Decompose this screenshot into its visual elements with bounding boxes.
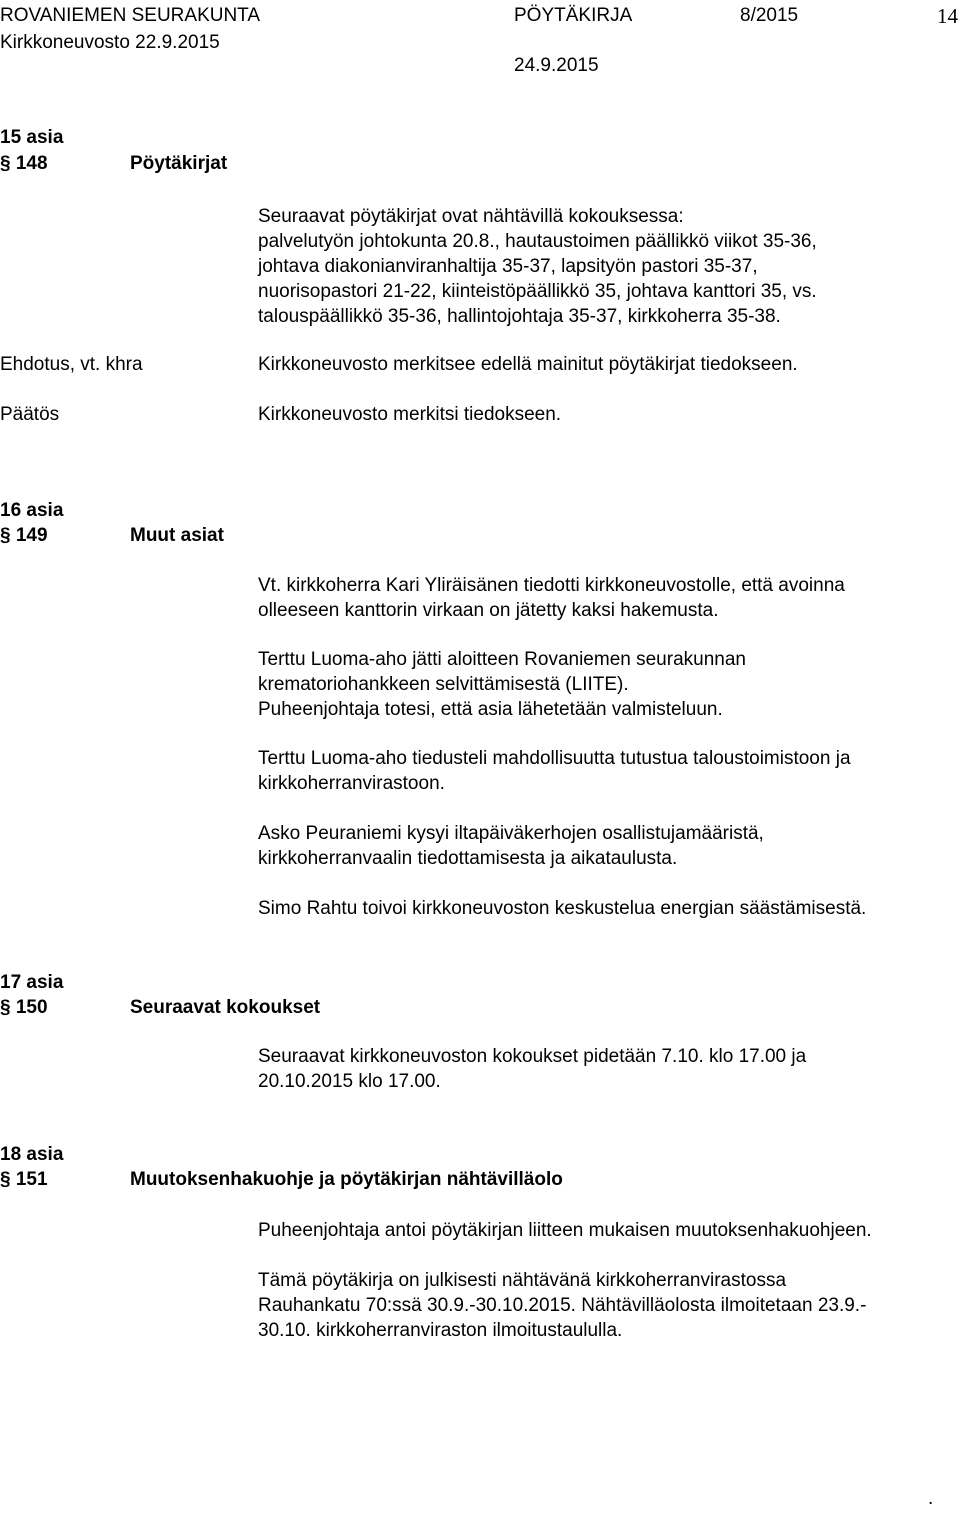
section-151-paragraph	[258, 1218, 872, 1243]
header-doc-type: PÖYTÄKIRJA	[514, 5, 633, 26]
section-150-title: Seuraavat kokoukset	[130, 997, 321, 1018]
section-149-title: Muut asiat	[130, 525, 224, 546]
paragraph-line: kirkkoherranvaalin tiedottamisesta ja aikataulusta.	[258, 848, 678, 869]
header-doc-number: 8/2015	[740, 5, 799, 26]
paragraph-line: krematoriohankkeen selvittämisestä (LIITE).	[258, 674, 629, 695]
paragraph-line: 20.10.2015 klo 17.00.	[258, 1071, 441, 1092]
section-151-number: § 151	[0, 1169, 48, 1190]
section-148-title: Pöytäkirjat	[130, 153, 228, 174]
paragraph-line: Terttu Luoma-aho jätti aloitteen Rovaniemen seurakunnan	[258, 649, 746, 670]
paragraph-line: Vt. kirkkoherra Kari Yliräisänen tiedotti kirkkoneuvostolle, että avoinna	[258, 575, 845, 596]
section-150-number: § 150	[0, 997, 48, 1018]
paragraph-line: Simo Rahtu toivoi kirkkoneuvoston keskustelua energian säästämisestä.	[258, 898, 867, 919]
paragraph-line: Puheenjohtaja antoi pöytäkirjan liitteen mukaisen muutoksenhakuohjeen.	[258, 1220, 872, 1241]
paragraph-line: olleeseen kanttorin virkaan on jätetty kaksi hakemusta.	[258, 600, 719, 621]
section-149-paragraph	[258, 896, 866, 921]
paragraph-line: Puheenjohtaja totesi, että asia lähetetään valmisteluun.	[258, 699, 723, 720]
section-151-asia: 18 asia	[0, 1144, 64, 1165]
intro-line: Seuraavat pöytäkirjat ovat nähtävillä kokouksessa:	[258, 206, 684, 227]
section-149-paragraph	[258, 647, 746, 722]
header-page-number: 14	[937, 4, 958, 28]
paragraph-line: 30.10. kirkkoherranviraston ilmoitustaululla.	[258, 1320, 623, 1341]
section-149-paragraph	[258, 821, 764, 871]
section-149-number: § 149	[0, 525, 48, 546]
proposal-text: Kirkkoneuvosto merkitsee edellä mainitut pöytäkirjat tiedokseen.	[258, 354, 798, 375]
decision-label: Päätös	[0, 404, 60, 425]
header-meeting: Kirkkoneuvosto 22.9.2015	[0, 32, 220, 53]
section-148-intro	[258, 204, 817, 329]
section-149-asia: 16 asia	[0, 500, 64, 521]
proposal-label: Ehdotus, vt. khra	[0, 354, 143, 375]
section-150-paragraph	[258, 1044, 806, 1094]
section-150-asia: 17 asia	[0, 972, 64, 993]
section-151-title: Muutoksenhakuohje ja pöytäkirjan nähtävilläolo	[130, 1169, 563, 1190]
paragraph-line: Rauhankatu 70:ssä 30.9.-30.10.2015. Nähtävilläolosta ilmoitetaan 23.9.-	[258, 1295, 867, 1316]
footer-mark: .	[928, 1488, 934, 1509]
paragraph-line: Tämä pöytäkirja on julkisesti nähtävänä kirkkoherranvirastossa	[258, 1270, 787, 1291]
section-151-paragraph	[258, 1268, 866, 1343]
paragraph-line: Asko Peuraniemi kysyi iltapäiväkerhojen osallistujamääristä,	[258, 823, 764, 844]
intro-line: palvelutyön johtokunta 20.8., hautaustoimen päällikkö viikot 35-36,	[258, 231, 817, 252]
paragraph-line: Terttu Luoma-aho tiedusteli mahdollisuutta tutustua taloustoimistoon ja	[258, 748, 851, 769]
section-149-paragraph	[258, 573, 845, 623]
paragraph-line: Seuraavat kirkkoneuvoston kokoukset pidetään 7.10. klo 17.00 ja	[258, 1046, 807, 1067]
decision-text: Kirkkoneuvosto merkitsi tiedokseen.	[258, 404, 562, 425]
section-148-number: § 148	[0, 153, 48, 174]
intro-line: nuorisopastori 21-22, kiinteistöpäällikkö 35, johtava kanttori 35, vs.	[258, 281, 817, 302]
paragraph-line: kirkkoherranvirastoon.	[258, 773, 445, 794]
header-date: 24.9.2015	[514, 55, 599, 76]
header-org: ROVANIEMEN SEURAKUNTA	[0, 5, 261, 26]
intro-line: johtava diakonianviranhaltija 35-37, lapsityön pastori 35-37,	[258, 256, 758, 277]
section-148-asia: 15 asia	[0, 127, 64, 148]
section-149-paragraph	[258, 746, 851, 796]
intro-line: talouspäällikkö 35-36, hallintojohtaja 35-37, kirkkoherra 35-38.	[258, 306, 781, 327]
